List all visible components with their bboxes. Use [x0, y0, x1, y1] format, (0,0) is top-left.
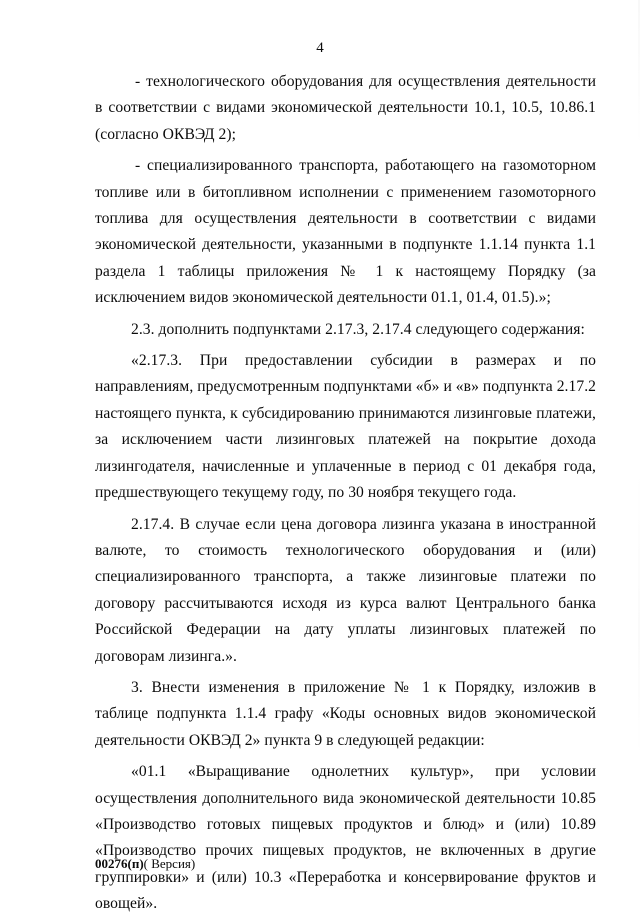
paragraph-dash-equipment: - технологического оборудования для осуществления деятельности в соответствии с видами экономической деятельности 10.1, 10.5, 10.86.1 (согласно ОКВЭД 2);: [95, 73, 596, 143]
document-footer: [95, 856, 195, 872]
paragraph-item-2-17-3: «2.17.3. При предоставлении субсидии в размерах и по направлениям, предусмотренным подпунктами «б» и «в» подпункта 2.17.2 настоящего пункта, к субсидированию принимаются лизинговые платежи, за исключением части лизинговых платежей на покрытие дохода лизингодателя, начисленные и уплаченные в период с 01 декабря года, предшествующего текущему году, по 30 ноября текущего года.: [95, 352, 596, 502]
paragraph-item-2-3: 2.3. дополнить подпунктами 2.17.3, 2.17.4 следующего содержания:: [131, 320, 585, 338]
paragraph-dash-transport: - специализированного транспорта, работающего на газомоторном топливе или в битопливном исполнении с применением газомоторного топлива для осуществления деятельности в соответствии с видами экономической деятельности, указанными в подпункте 1.1.14 пункта 1.1 раздела 1 таблицы приложения № 1 к настоящему Порядку (за исключением видов экономической деятельности 01.1, 01.4, 01.5).»;: [95, 157, 596, 307]
paragraph-item-2-17-4: 2.17.4. В случае если цена договора лизинга указана в иностранной валюте, то стоимость технологического оборудования и (или) специализированного транспорта, а также лизинговые платежи по договору рассчитываются исходя из курса валют Центрального банка Российской Федерации на дату уплаты лизинговых платежей по договорам лизинга.».: [95, 515, 596, 665]
document-body: [95, 69, 596, 923]
paragraph-item-01-1: «01.1 «Выращивание однолетних культур», при условии осуществления дополнительного вида экономической деятельности 10.85 «Производство готовых пищевых продуктов и блюд» и (или) 10.89 «Производство прочих пищевых продуктов, не включенных в другие группировки» и (или) 10.3 «Переработка и консервирование фруктов и овощей».: [95, 763, 596, 913]
document-code: 00276(п): [95, 856, 144, 871]
paragraph-item-3: 3. Внести изменения в приложение № 1 к Порядку, изложив в таблице подпункта 1.1.4 графу «Коды основных видов экономической деятельности ОКВЭД 2» пункта 9 в следующей редакции:: [95, 678, 596, 749]
page-number: 4: [316, 40, 324, 56]
document-version: ( Версия): [143, 856, 196, 871]
